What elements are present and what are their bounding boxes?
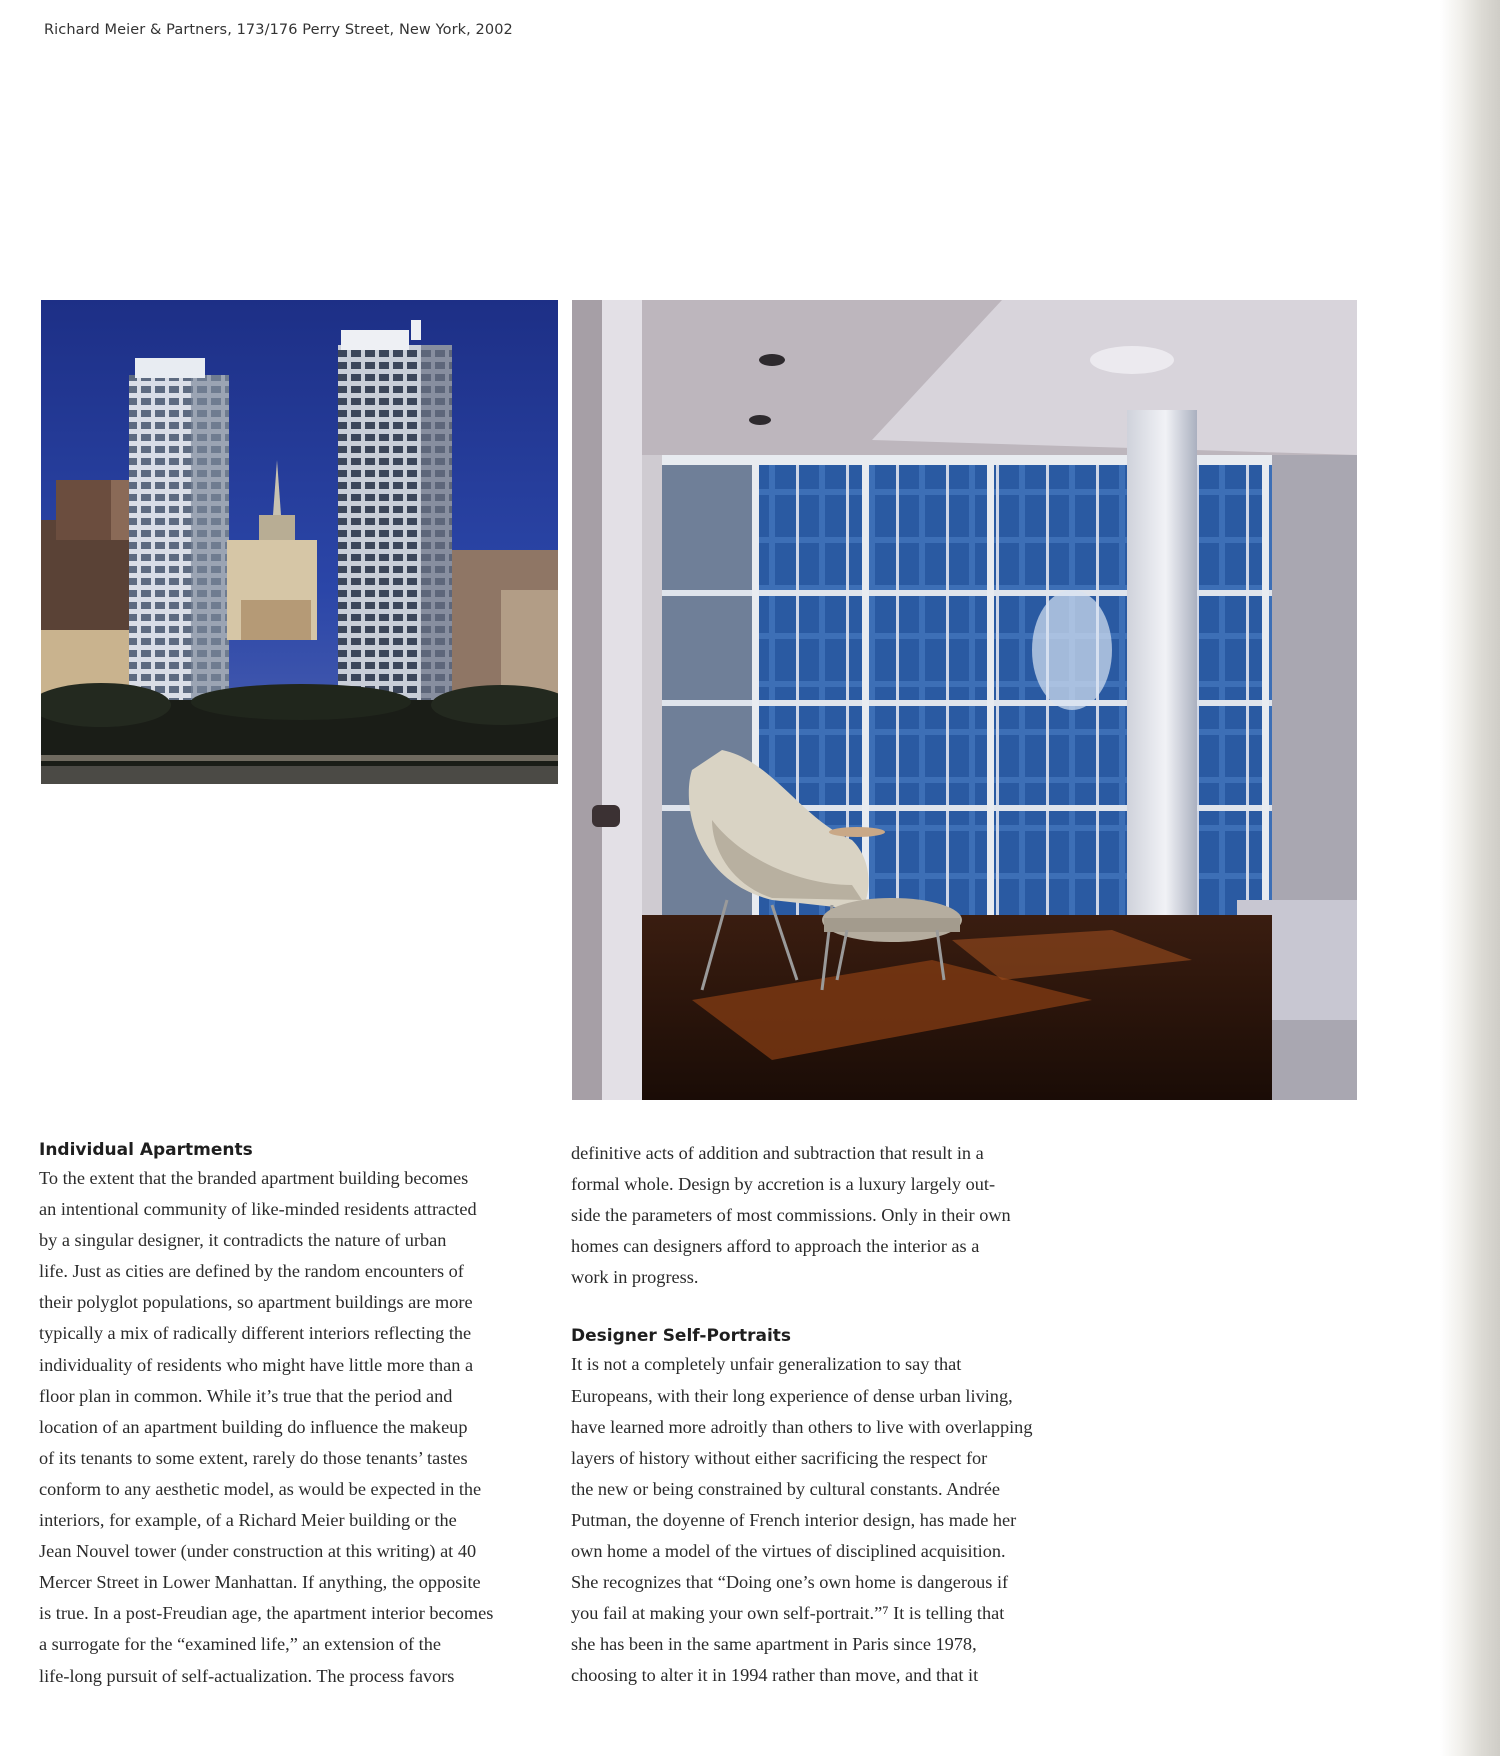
interior-apartment-photo <box>572 300 1357 1100</box>
text-line: homes can designers afford to approach the interior as a <box>571 1236 980 1257</box>
text-line: conform to any aesthetic model, as would be expected in the <box>39 1478 482 1499</box>
text-line: formal whole. Design by accretion is a luxury largely out- <box>571 1174 996 1195</box>
text-line: Mercer Street in Lower Manhattan. If anything, the opposite <box>39 1572 481 1593</box>
text-line: It is not a completely unfair generalization to say that <box>571 1354 962 1375</box>
text-line: She recognizes that “Doing one’s own home is dangerous if <box>571 1572 1009 1593</box>
text-line: by a singular designer, it contradicts the nature of urban <box>39 1230 447 1251</box>
text-line: their polyglot populations, so apartment buildings are more <box>39 1292 473 1313</box>
text-line: is true. In a post-Freudian age, the apartment interior becomes <box>39 1603 494 1624</box>
continued-paragraph <box>571 1138 1091 1293</box>
text-line: interiors, for example, of a Richard Meier building or the <box>39 1510 457 1531</box>
right-text-column <box>571 1138 1091 1692</box>
section-spacer <box>571 1293 1091 1324</box>
left-body-paragraph <box>39 1163 559 1692</box>
text-line: she has been in the same apartment in Paris since 1978, <box>571 1634 977 1655</box>
text-line: floor plan in common. While it’s true that the period and <box>39 1385 453 1406</box>
text-line: you fail at making your own self-portrait.”⁷ It is telling that <box>571 1603 1005 1624</box>
text-line: own home a model of the virtues of disciplined acquisition. <box>571 1541 1006 1562</box>
page-gutter-shadow <box>1440 0 1500 1756</box>
text-line: individuality of residents who might have little more than a <box>39 1354 474 1375</box>
exterior-towers-photo <box>41 300 558 784</box>
text-line: life-long pursuit of self-actualization. The process favors <box>39 1665 455 1686</box>
text-line: Jean Nouvel tower (under construction at this writing) at 40 <box>39 1541 477 1562</box>
text-line: choosing to alter it in 1994 rather than move, and that it <box>571 1665 979 1686</box>
text-line: Europeans, with their long experience of dense urban living, <box>571 1385 1013 1406</box>
text-line: life. Just as cities are defined by the random encounters of <box>39 1261 464 1282</box>
section-heading-individual-apartments: Individual Apartments <box>39 1140 253 1160</box>
right-body-paragraph <box>571 1349 1091 1691</box>
left-text-column <box>39 1138 559 1692</box>
text-line: a surrogate for the “examined life,” an extension of the <box>39 1634 442 1655</box>
text-line: typically a mix of radically different interiors reflecting the <box>39 1323 472 1344</box>
text-line: of its tenants to some extent, rarely do those tenants’ tastes <box>39 1447 468 1468</box>
text-line: location of an apartment building do influence the makeup <box>39 1416 468 1437</box>
text-line: an intentional community of like-minded residents attracted <box>39 1199 477 1220</box>
text-line: side the parameters of most commissions. Only in their own <box>571 1205 1011 1226</box>
running-head: Richard Meier & Partners, 173/176 Perry Street, New York, 2002 <box>44 22 513 38</box>
text-line: the new or being constrained by cultural constants. Andrée <box>571 1478 1000 1499</box>
text-line: work in progress. <box>571 1267 699 1288</box>
text-line: have learned more adroitly than others to live with overlapping <box>571 1416 1033 1437</box>
text-line: To the extent that the branded apartment building becomes <box>39 1168 469 1188</box>
text-line: layers of history without either sacrificing the respect for <box>571 1447 988 1468</box>
section-heading-designer-self-portraits: Designer Self-Portraits <box>571 1326 792 1347</box>
text-line: Putman, the doyenne of French interior design, has made her <box>571 1509 1017 1530</box>
text-line: definitive acts of addition and subtraction that result in a <box>571 1143 984 1163</box>
